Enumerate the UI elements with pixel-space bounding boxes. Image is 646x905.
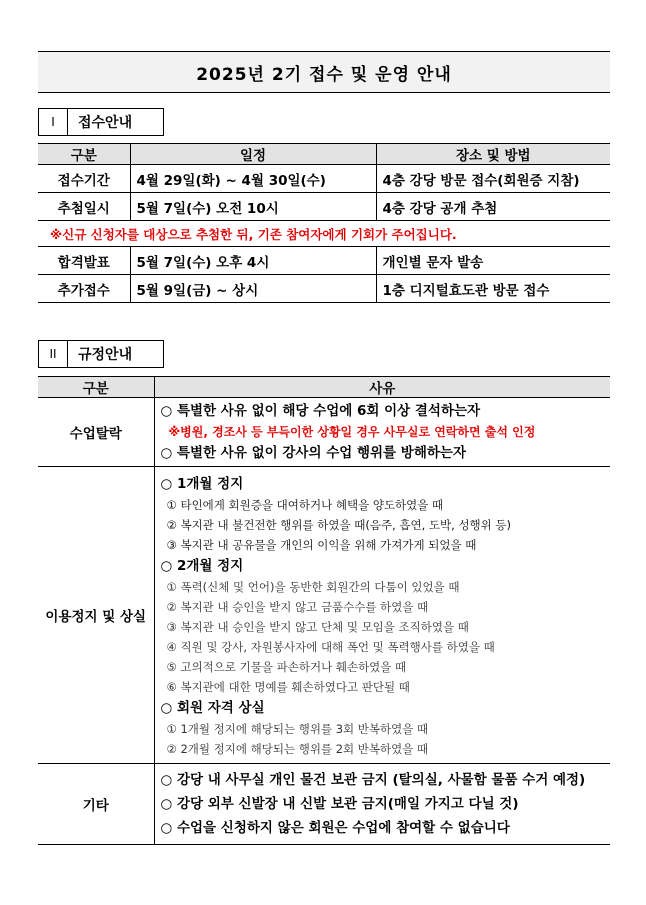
rules-table [38,376,610,845]
row-date: 4월 29일(화) ~ 4월 30일(수) [130,165,376,193]
row-category: 추가접수 [38,275,130,303]
notice-row [38,221,610,247]
reason-line: ○ 강당 내 사무실 개인 물건 보관 금지 (탈의실, 사물함 물품 수거 예정) [160,772,586,788]
row-place: 1층 디지털효도관 방문 접수 [376,275,610,303]
reason-exception: ※병원, 경조사 등 부득이한 상황일 경우 사무실로 연락하면 출석 인정 [168,425,536,439]
reason-item: ② 복지관 내 불건전한 행위를 하였을 때(음주, 흡연, 도박, 성행위 등) [166,518,512,532]
row-category: 이용정지 및 상실 [38,467,154,764]
reason-line: ○ 수업을 신청하지 않은 회원은 수업에 참여할 수 없습니다 [160,820,510,836]
column-header: 사유 [154,377,610,398]
reason-heading: ○ 1개월 정지 [160,476,244,492]
column-header: 일정 [130,144,376,165]
row-category: 수업탈락 [38,398,154,467]
section-label: 규정안내 [68,340,164,368]
reason-item: ④ 직원 및 강사, 자원봉사자에 대해 폭언 및 폭력행사를 하였을 때 [166,640,495,654]
etc-reasons [154,764,610,845]
row-date: 5월 7일(수) 오후 4시 [130,247,376,275]
table-row [38,467,610,764]
column-header: 구분 [38,377,154,398]
table-row [38,398,610,467]
column-header: 구분 [38,144,130,165]
row-category: 기타 [38,764,154,845]
row-place: 4층 강당 방문 접수(회원증 지참) [376,165,610,193]
reason-item: ⑤ 고의적으로 기물을 파손하거나 훼손하였을 때 [166,660,407,674]
row-place: 개인별 문자 발송 [376,247,610,275]
table-header-row [38,144,610,165]
row-place: 4층 강당 공개 추첨 [376,193,610,221]
reason-item: ① 폭력(신체 및 언어)을 동반한 회원간의 다툼이 있었을 때 [166,580,460,594]
registration-table [38,143,610,303]
section-number: II [38,340,68,368]
section-label: 접수안내 [68,108,164,136]
table-row [38,193,610,221]
reason-item: ② 복지관 내 승인을 받지 않고 금품수수를 하였을 때 [166,600,429,614]
table-row [38,247,610,275]
reason-line: ○ 특별한 사유 없이 강사의 수업 행위를 방해하는자 [160,445,466,461]
row-date: 5월 7일(수) 오전 10시 [130,193,376,221]
reason-item: ③ 복지관 내 승인을 받지 않고 단체 및 모임을 조직하였을 때 [166,620,469,634]
reason-item: ① 1개월 정지에 해당되는 행위를 3회 반복하였을 때 [166,722,429,736]
row-date: 5월 9일(금) ~ 상시 [130,275,376,303]
reason-heading: ○ 2개월 정지 [160,558,244,574]
lottery-notice: ※신규 신청자를 대상으로 추첨한 뒤, 기존 참여자에게 기회가 주어집니다. [38,221,610,247]
section-header-2 [38,340,164,368]
dropout-reasons [154,398,610,467]
row-category: 합격발표 [38,247,130,275]
table-header-row [38,377,610,398]
reason-item: ③ 복지관 내 공유물을 개인의 이익을 위해 가져가게 되었을 때 [166,538,477,552]
reason-item: ① 타인에게 회원증을 대여하거나 혜택을 양도하였을 때 [166,498,444,512]
table-row [38,764,610,845]
row-category: 접수기간 [38,165,130,193]
reason-heading: ○ 회원 자격 상실 [160,700,265,716]
page-title: 2025년 2기 접수 및 운영 안내 [38,51,610,93]
row-category: 추첨일시 [38,193,130,221]
reason-line: ○ 특별한 사유 없이 해당 수업에 6회 이상 결석하는자 [160,403,481,419]
table-row [38,165,610,193]
reason-item: ⑥ 복지관에 대한 명예를 훼손하였다고 판단될 때 [166,680,410,694]
suspension-reasons [154,467,610,764]
table-row [38,275,610,303]
reason-line: ○ 강당 외부 신발장 내 신발 보관 금지(매일 가지고 다닐 것) [160,796,519,812]
section-number: I [38,108,68,136]
column-header: 장소 및 방법 [376,144,610,165]
reason-item: ② 2개월 정지에 해당되는 행위를 2회 반복하였을 때 [166,742,429,756]
section-header-1 [38,108,164,136]
